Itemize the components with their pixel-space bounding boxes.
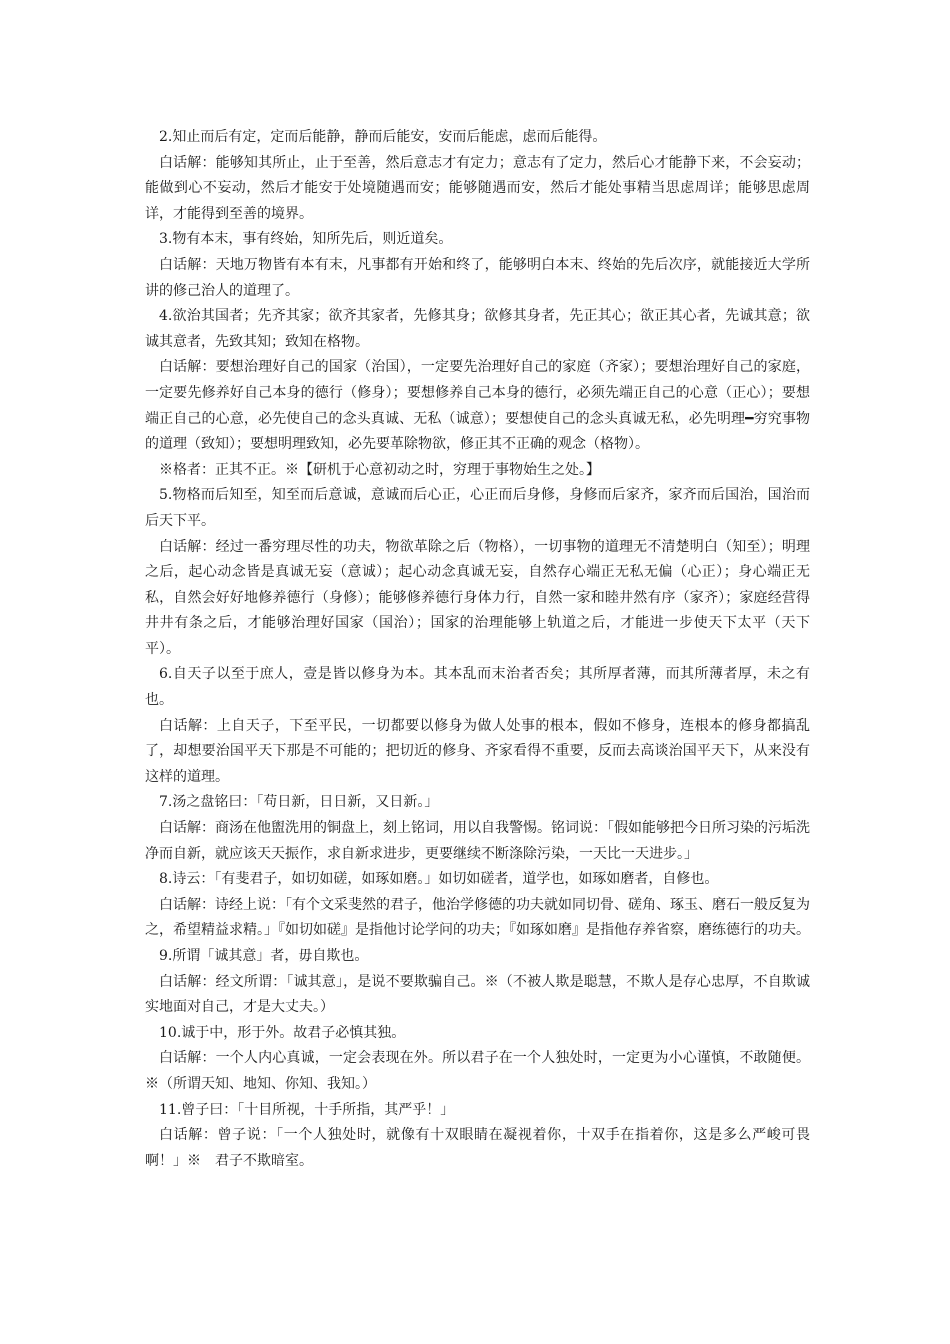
paragraph-11-explanation: 白话解：曾子说：「一个人独处时，就像有十双眼睛在凝视着你，十双手在指着你，这是多么严峻可畏啊！」※ 君子不欺暗室。	[145, 1127, 810, 1169]
paragraph-8-explanation: 白话解：诗经上说：「有个文采斐然的君子，他治学修德的功夫就如同切骨、磋角、琢玉、磨石一般反复为之，希望精益求精。」『如切如磋』是指他讨论学问的功夫；『如琢如磨』是指他存养省察，磨练德行的功夫。	[145, 896, 810, 939]
paragraph-10-explanation: 白话解：一个人内心真诚，一定会表现在外。所以君子在一个人独处时，一定更为小心谨慎，不敢随便。※（所谓天知、地知、你知、我知。）	[145, 1050, 810, 1092]
paragraph-9-explanation: 白话解：经文所谓：「诚其意」，是说不要欺骗自己。※（不被人欺是聪慧，不欺人是存心忠厚，不自欺诚实地面对自己，才是大丈夫。）	[145, 973, 810, 1016]
paragraph-4: 4.欲治其国者；先齐其家；欲齐其家者，先修其身；欲修其身者，先正其心；欲正其心者，先诚其意；欲诚其意者，先致其知；致知在格物。	[145, 308, 810, 350]
paragraph-9: 9.所谓「诚其意」者，毋自欺也。	[159, 948, 369, 964]
paragraph-8: 8.诗云：「有斐君子，如切如磋，如琢如磨。」如切如磋者，道学也，如琢如磨者，自修也。	[159, 871, 719, 888]
paragraph-4-note: ※格者：正其不正。※【研机于心意初动之时，穷理于事物始生之处。】	[159, 461, 600, 478]
document-body	[145, 125, 810, 1174]
paragraph-2-explanation: 白话解：能够知其所止，止于至善，然后意志才有定力；意志有了定力，然后心才能静下来，不会妄动；能做到心不妄动，然后才能安于处境随遇而安；能够随遇而安，然后才能处事精当思虑周详；能够思虑周详，才能得到至善的境界。	[145, 154, 810, 222]
paragraph-10: 10.诚于中，形于外。故君子必慎其独。	[159, 1024, 406, 1041]
paragraph-4-explanation: 白话解：要想治理好自己的国家（治国），一定要先治理好自己的家庭（齐家）；要想治理好自己的家庭，一定要先修养好自己本身的德行（修身）；要想修养自己本身的德行，必须先端正自己的心意（正心）；要想端正自己的心意，必先使自己的念头真诚、无私（诚意）；要想使自己的念头真诚无私，必先明理━穷究事物的道理（致知）；要想明理致知，必先要革除物欲，修正其不正确的观念（格物）。	[145, 359, 810, 453]
paragraph-2: 2.知止而后有定，定而后能静，静而后能安，安而后能虑，虑而后能得。	[159, 129, 607, 145]
paragraph-11: 11.曾子曰：「十目所视，十手所指，其严乎！」	[159, 1101, 455, 1118]
paragraph-7-explanation: 白话解：商汤在他盥洗用的铜盘上，刻上铭词，用以自我警惕。铭词说：「假如能够把今日所习染的污垢洗净而自新，就应该天天振作，求自新求进步，更要继续不断涤除污染，一天比一天进步。」	[145, 820, 810, 862]
paragraph-6-explanation: 白话解：上自天子，下至平民，一切都要以修身为做人处事的根本，假如不修身，连根本的修身都搞乱了，却想要治国平天下那是不可能的；把切近的修身、齐家看得不重要，反而去高谈治国平天下，从来没有这样的道理。	[145, 717, 810, 785]
paragraph-6: 6.自天子以至于庶人，壹是皆以修身为本。其本乱而末治者否矣；其所厚者薄，而其所薄者厚，未之有也。	[145, 666, 810, 709]
paragraph-3-explanation: 白话解：天地万物皆有本有末，凡事都有开始和终了，能够明白本末、终始的先后次序，就能接近大学所讲的修己治人的道理了。	[145, 256, 810, 299]
paragraph-7: 7.汤之盘铭曰：「苟日新，日日新，又日新。」	[159, 794, 439, 811]
paragraph-5-explanation: 白话解：经过一番穷理尽性的功夫，物欲革除之后（物格），一切事物的道理无不清楚明白（知至）；明理之后，起心动念皆是真诚无妄（意诚）；起心动念真诚无妄，自然存心端正无私无偏（心正）；身心端正无私，自然会好好地修养德行（身修）；能够修养德行身体力行，自然一家和睦井然有序（家齐）；家庭经营得井井有条之后，才能够治理好国家（国治）；国家的治理能够上轨道之后，才能进一步使天下太平（天下平）。	[145, 538, 810, 657]
paragraph-5: 5.物格而后知至，知至而后意诚，意诚而后心正，心正而后身修，身修而后家齐，家齐而后国治，国治而后天下平。	[145, 487, 810, 529]
paragraph-3: 3.物有本末，事有终始，知所先后，则近道矣。	[159, 231, 453, 248]
